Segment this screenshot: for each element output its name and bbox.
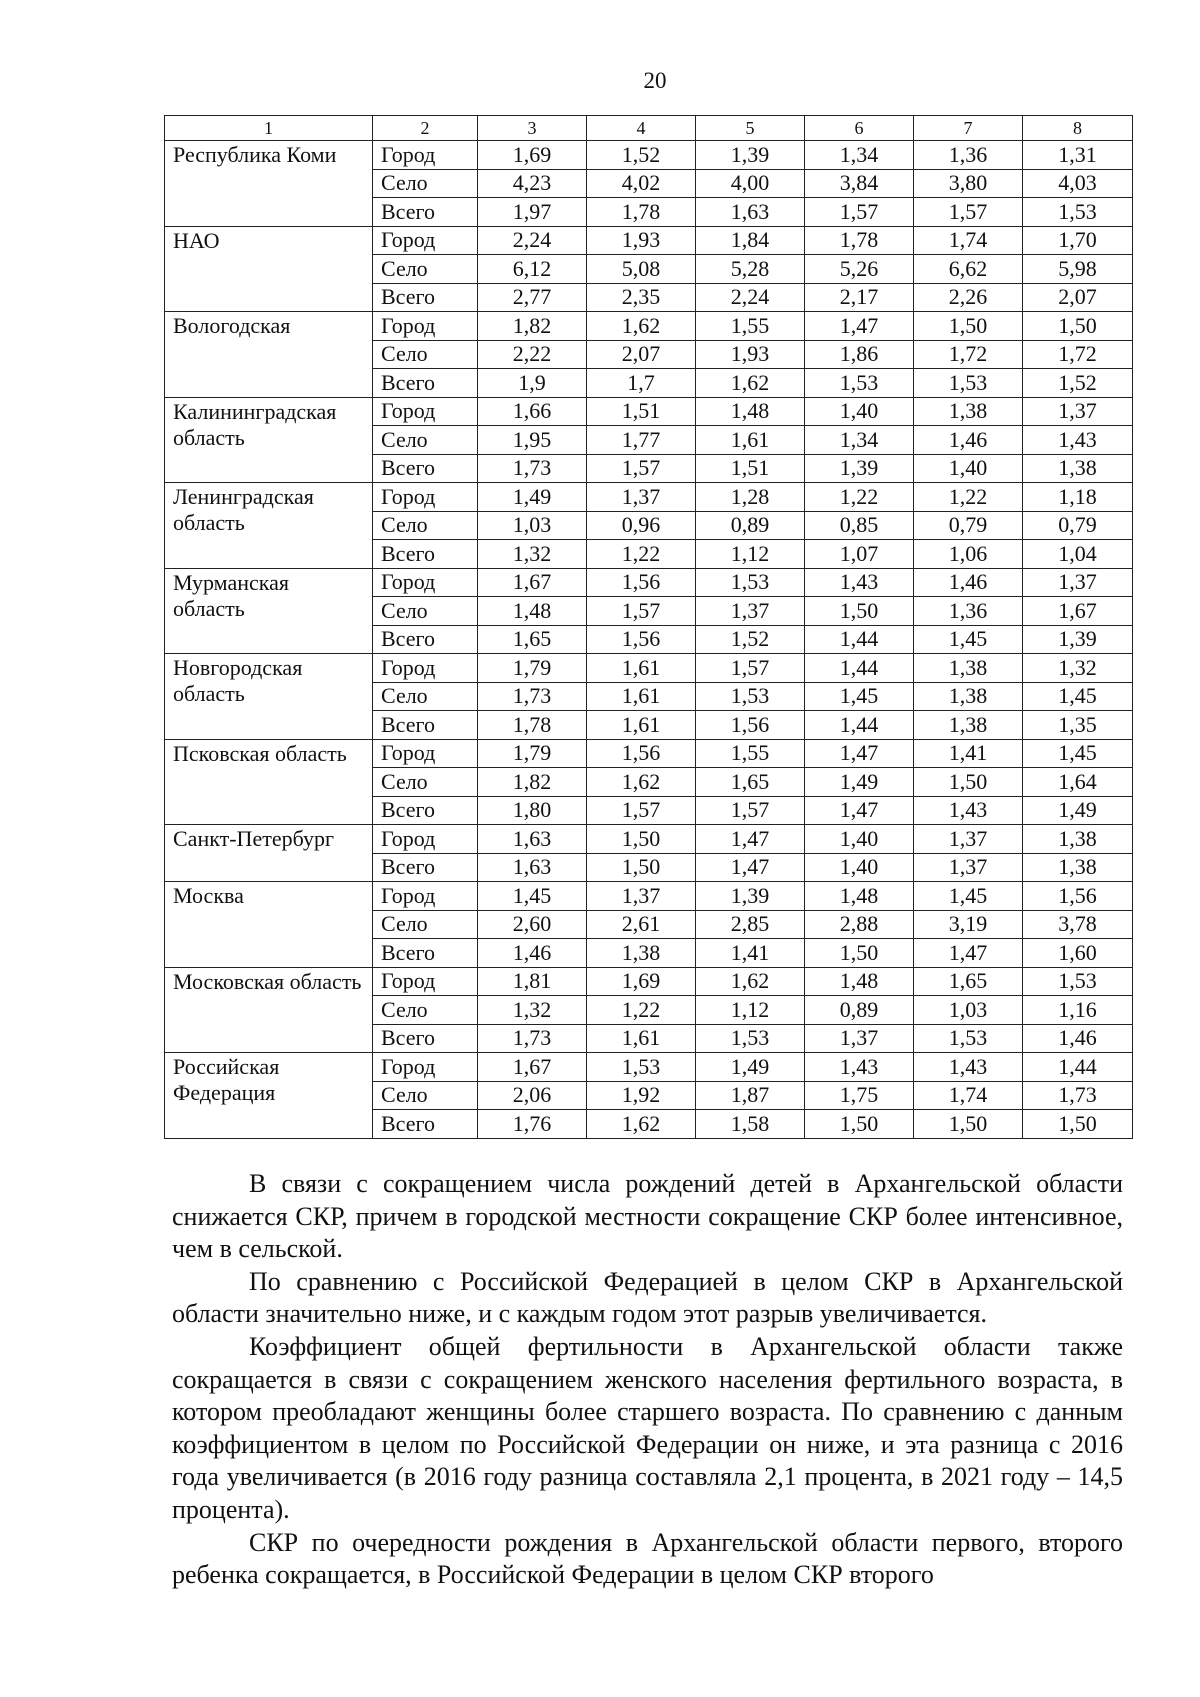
value-cell: 1,36: [914, 597, 1023, 626]
value-cell: 1,38: [914, 654, 1023, 683]
value-cell: 1,73: [478, 682, 587, 711]
value-cell: 1,53: [1023, 967, 1133, 996]
value-cell: 1,40: [914, 454, 1023, 483]
column-header: 5: [696, 116, 805, 141]
value-cell: 1,37: [1023, 397, 1133, 426]
settlement-type-cell: Город: [373, 312, 478, 341]
value-cell: 1,22: [587, 996, 696, 1025]
settlement-type-cell: Город: [373, 226, 478, 255]
value-cell: 1,46: [914, 426, 1023, 455]
region-cell: Калининградская область: [165, 397, 373, 483]
value-cell: 2,85: [696, 910, 805, 939]
value-cell: 1,47: [696, 853, 805, 882]
value-cell: 1,82: [478, 768, 587, 797]
value-cell: 1,79: [478, 654, 587, 683]
value-cell: 5,28: [696, 255, 805, 284]
value-cell: 1,47: [805, 739, 914, 768]
value-cell: 1,41: [696, 939, 805, 968]
region-cell: Москва: [165, 882, 373, 968]
value-cell: 1,79: [478, 739, 587, 768]
region-cell: Новгородская область: [165, 654, 373, 740]
column-header: 7: [914, 116, 1023, 141]
value-cell: 1,03: [914, 996, 1023, 1025]
value-cell: 1,37: [1023, 568, 1133, 597]
value-cell: 2,17: [805, 283, 914, 312]
column-header: 4: [587, 116, 696, 141]
table-row: [165, 141, 1133, 170]
value-cell: 1,78: [805, 226, 914, 255]
table-row: [165, 654, 1133, 683]
value-cell: 4,02: [587, 169, 696, 198]
settlement-type-cell: Город: [373, 739, 478, 768]
value-cell: 1,53: [914, 1024, 1023, 1053]
value-cell: 1,43: [1023, 426, 1133, 455]
value-cell: 1,52: [1023, 369, 1133, 398]
table-row: [165, 967, 1133, 996]
value-cell: 1,37: [805, 1024, 914, 1053]
value-cell: 1,50: [587, 825, 696, 854]
value-cell: 1,38: [914, 682, 1023, 711]
value-cell: 1,49: [1023, 796, 1133, 825]
settlement-type-cell: Всего: [373, 939, 478, 968]
value-cell: 1,58: [696, 1110, 805, 1139]
value-cell: 1,44: [805, 654, 914, 683]
region-cell: НАО: [165, 226, 373, 312]
value-cell: 1,45: [805, 682, 914, 711]
value-cell: 1,40: [805, 825, 914, 854]
value-cell: 1,31: [1023, 141, 1133, 170]
value-cell: 1,72: [1023, 340, 1133, 369]
value-cell: 2,88: [805, 910, 914, 939]
value-cell: 1,9: [478, 369, 587, 398]
value-cell: 1,50: [1023, 312, 1133, 341]
value-cell: 5,98: [1023, 255, 1133, 284]
value-cell: 1,50: [914, 1110, 1023, 1139]
paragraph: По сравнению с Российской Федерацией в целом СКР в Архангельской области значительно ниже, и с каждым годом этот разрыв увеличивается.: [172, 1266, 1123, 1329]
settlement-type-cell: Село: [373, 169, 478, 198]
settlement-type-cell: Город: [373, 967, 478, 996]
value-cell: 0,79: [914, 511, 1023, 540]
value-cell: 1,86: [805, 340, 914, 369]
settlement-type-cell: Всего: [373, 853, 478, 882]
value-cell: 1,84: [696, 226, 805, 255]
value-cell: 1,65: [914, 967, 1023, 996]
settlement-type-cell: Село: [373, 511, 478, 540]
value-cell: 1,39: [1023, 625, 1133, 654]
value-cell: 1,53: [1023, 198, 1133, 227]
value-cell: 1,61: [587, 682, 696, 711]
value-cell: 1,57: [587, 597, 696, 626]
value-cell: 2,06: [478, 1081, 587, 1110]
table-header-row: [165, 116, 1133, 141]
value-cell: 1,61: [587, 711, 696, 740]
value-cell: 1,56: [587, 739, 696, 768]
region-cell: Российская Федерация: [165, 1053, 373, 1139]
value-cell: 3,80: [914, 169, 1023, 198]
value-cell: 1,43: [805, 1053, 914, 1082]
value-cell: 1,73: [478, 1024, 587, 1053]
value-cell: 1,55: [696, 312, 805, 341]
value-cell: 4,03: [1023, 169, 1133, 198]
value-cell: 1,43: [914, 796, 1023, 825]
settlement-type-cell: Всего: [373, 1110, 478, 1139]
value-cell: 4,00: [696, 169, 805, 198]
region-cell: Московская область: [165, 967, 373, 1053]
value-cell: 1,44: [805, 711, 914, 740]
value-cell: 1,97: [478, 198, 587, 227]
value-cell: 1,43: [805, 568, 914, 597]
value-cell: 1,50: [805, 1110, 914, 1139]
value-cell: 1,48: [805, 967, 914, 996]
value-cell: 0,96: [587, 511, 696, 540]
value-cell: 1,53: [696, 682, 805, 711]
value-cell: 1,47: [914, 939, 1023, 968]
value-cell: 2,35: [587, 283, 696, 312]
settlement-type-cell: Всего: [373, 1024, 478, 1053]
value-cell: 1,77: [587, 426, 696, 455]
settlement-type-cell: Село: [373, 255, 478, 284]
value-cell: 1,74: [914, 226, 1023, 255]
value-cell: 1,57: [696, 654, 805, 683]
value-cell: 1,12: [696, 996, 805, 1025]
value-cell: 6,62: [914, 255, 1023, 284]
value-cell: 2,07: [587, 340, 696, 369]
region-cell: Ленинградская область: [165, 483, 373, 569]
value-cell: 1,57: [805, 198, 914, 227]
settlement-type-cell: Село: [373, 340, 478, 369]
value-cell: 1,45: [914, 882, 1023, 911]
value-cell: 1,65: [478, 625, 587, 654]
settlement-type-cell: Село: [373, 426, 478, 455]
value-cell: 1,81: [478, 967, 587, 996]
value-cell: 1,95: [478, 426, 587, 455]
value-cell: 1,46: [478, 939, 587, 968]
value-cell: 1,80: [478, 796, 587, 825]
value-cell: 2,24: [696, 283, 805, 312]
paragraph: В связи с сокращением числа рождений детей в Архангельской области снижается СКР, причем в городской местности сокращение СКР более интенсивное, чем в сельской.: [172, 1169, 1123, 1264]
table-row: [165, 1053, 1133, 1082]
value-cell: 1,61: [587, 1024, 696, 1053]
value-cell: 1,62: [587, 312, 696, 341]
table-row: [165, 882, 1133, 911]
column-header: 1: [165, 116, 373, 141]
value-cell: 1,32: [1023, 654, 1133, 683]
value-cell: 1,40: [805, 397, 914, 426]
value-cell: 3,84: [805, 169, 914, 198]
value-cell: 1,45: [1023, 739, 1133, 768]
value-cell: 1,57: [696, 796, 805, 825]
value-cell: 1,50: [805, 939, 914, 968]
column-header: 3: [478, 116, 587, 141]
value-cell: 1,38: [914, 711, 1023, 740]
value-cell: 1,69: [478, 141, 587, 170]
value-cell: 1,38: [1023, 853, 1133, 882]
settlement-type-cell: Село: [373, 768, 478, 797]
value-cell: 1,57: [914, 198, 1023, 227]
value-cell: 1,92: [587, 1081, 696, 1110]
table-row: [165, 397, 1133, 426]
fertility-table: [164, 115, 1133, 1139]
value-cell: 1,75: [805, 1081, 914, 1110]
region-cell: Псковская область: [165, 739, 373, 825]
value-cell: 1,34: [805, 426, 914, 455]
value-cell: 1,38: [914, 397, 1023, 426]
value-cell: 1,56: [1023, 882, 1133, 911]
value-cell: 1,82: [478, 312, 587, 341]
column-header: 2: [373, 116, 478, 141]
value-cell: 1,37: [587, 882, 696, 911]
value-cell: 1,57: [587, 454, 696, 483]
value-cell: 1,53: [696, 1024, 805, 1053]
value-cell: 4,23: [478, 169, 587, 198]
value-cell: 1,18: [1023, 483, 1133, 512]
value-cell: 1,37: [696, 597, 805, 626]
value-cell: 1,76: [478, 1110, 587, 1139]
value-cell: 1,04: [1023, 540, 1133, 569]
value-cell: 1,78: [587, 198, 696, 227]
value-cell: 1,16: [1023, 996, 1133, 1025]
value-cell: 1,50: [805, 597, 914, 626]
value-cell: 1,49: [696, 1053, 805, 1082]
value-cell: 1,66: [478, 397, 587, 426]
value-cell: 1,37: [914, 853, 1023, 882]
page-number: 20: [643, 68, 667, 93]
value-cell: 1,53: [914, 369, 1023, 398]
value-cell: 1,52: [696, 625, 805, 654]
value-cell: 2,61: [587, 910, 696, 939]
value-cell: 1,48: [696, 397, 805, 426]
column-header: 8: [1023, 116, 1133, 141]
value-cell: 1,37: [914, 825, 1023, 854]
value-cell: 1,64: [1023, 768, 1133, 797]
value-cell: 1,22: [914, 483, 1023, 512]
value-cell: 1,36: [914, 141, 1023, 170]
value-cell: 2,77: [478, 283, 587, 312]
value-cell: 1,51: [587, 397, 696, 426]
value-cell: 1,51: [696, 454, 805, 483]
settlement-type-cell: Город: [373, 825, 478, 854]
value-cell: 1,46: [914, 568, 1023, 597]
table-row: [165, 483, 1133, 512]
value-cell: 2,24: [478, 226, 587, 255]
value-cell: 1,03: [478, 511, 587, 540]
column-header: 6: [805, 116, 914, 141]
value-cell: 1,12: [696, 540, 805, 569]
settlement-type-cell: Всего: [373, 711, 478, 740]
value-cell: 1,32: [478, 540, 587, 569]
value-cell: 1,44: [805, 625, 914, 654]
value-cell: 1,62: [587, 1110, 696, 1139]
value-cell: 1,56: [587, 625, 696, 654]
settlement-type-cell: Село: [373, 996, 478, 1025]
value-cell: 1,46: [1023, 1024, 1133, 1053]
region-cell: Мурманская область: [165, 568, 373, 654]
value-cell: 1,48: [478, 597, 587, 626]
value-cell: 1,35: [1023, 711, 1133, 740]
value-cell: 1,45: [914, 625, 1023, 654]
value-cell: 0,89: [696, 511, 805, 540]
value-cell: 1,47: [696, 825, 805, 854]
value-cell: 1,49: [805, 768, 914, 797]
value-cell: 1,38: [1023, 825, 1133, 854]
value-cell: 5,26: [805, 255, 914, 284]
value-cell: 3,78: [1023, 910, 1133, 939]
value-cell: 1,53: [587, 1053, 696, 1082]
settlement-type-cell: Всего: [373, 454, 478, 483]
value-cell: 6,12: [478, 255, 587, 284]
settlement-type-cell: Всего: [373, 796, 478, 825]
value-cell: 2,26: [914, 283, 1023, 312]
settlement-type-cell: Село: [373, 910, 478, 939]
value-cell: 1,39: [696, 141, 805, 170]
settlement-type-cell: Село: [373, 1081, 478, 1110]
value-cell: 1,49: [478, 483, 587, 512]
region-cell: Республика Коми: [165, 141, 373, 227]
settlement-type-cell: Город: [373, 654, 478, 683]
value-cell: 1,50: [914, 312, 1023, 341]
settlement-type-cell: Город: [373, 397, 478, 426]
value-cell: 1,62: [696, 967, 805, 996]
value-cell: 1,06: [914, 540, 1023, 569]
value-cell: 1,32: [478, 996, 587, 1025]
value-cell: 2,22: [478, 340, 587, 369]
value-cell: 1,70: [1023, 226, 1133, 255]
value-cell: 1,37: [587, 483, 696, 512]
value-cell: 1,38: [587, 939, 696, 968]
region-cell: Санкт-Петербург: [165, 825, 373, 882]
value-cell: 1,39: [696, 882, 805, 911]
value-cell: 1,62: [696, 369, 805, 398]
value-cell: 1,47: [805, 796, 914, 825]
settlement-type-cell: Город: [373, 882, 478, 911]
paragraph: Коэффициент общей фертильности в Архангельской области также сокращается в связи с сокращением женского населения фертильного возраста, в котором преобладают женщины более старшего возраста. По сравнению с данным коэффициентом в целом по Российской Федерации он ниже, и эта разница с 2016 года увеличивается (в 2016 году разница составляла 2,1 процента, в 2021 году – 14,5 процента).: [172, 1331, 1123, 1524]
value-cell: 1,73: [478, 454, 587, 483]
value-cell: 1,40: [805, 853, 914, 882]
value-cell: 1,67: [1023, 597, 1133, 626]
value-cell: 1,28: [696, 483, 805, 512]
value-cell: 1,57: [587, 796, 696, 825]
value-cell: 1,34: [805, 141, 914, 170]
paragraph: СКР по очередности рождения в Архангельской области первого, второго ребенка сокращается, в Российской Федерации в целом СКР второго: [172, 1527, 1123, 1590]
value-cell: 1,63: [478, 825, 587, 854]
value-cell: 1,60: [1023, 939, 1133, 968]
value-cell: 1,62: [587, 768, 696, 797]
settlement-type-cell: Село: [373, 682, 478, 711]
value-cell: 1,61: [696, 426, 805, 455]
value-cell: 1,93: [696, 340, 805, 369]
value-cell: 1,39: [805, 454, 914, 483]
settlement-type-cell: Всего: [373, 198, 478, 227]
value-cell: 1,63: [696, 198, 805, 227]
settlement-type-cell: Всего: [373, 283, 478, 312]
settlement-type-cell: Город: [373, 483, 478, 512]
table-row: [165, 739, 1133, 768]
value-cell: 1,07: [805, 540, 914, 569]
body-text: [172, 1168, 1123, 1592]
settlement-type-cell: Город: [373, 568, 478, 597]
value-cell: 0,89: [805, 996, 914, 1025]
settlement-type-cell: Всего: [373, 625, 478, 654]
table-row: [165, 825, 1133, 854]
table-row: [165, 226, 1133, 255]
value-cell: 0,79: [1023, 511, 1133, 540]
settlement-type-cell: Село: [373, 597, 478, 626]
settlement-type-cell: Всего: [373, 540, 478, 569]
value-cell: 1,50: [587, 853, 696, 882]
value-cell: 1,43: [914, 1053, 1023, 1082]
value-cell: 1,53: [696, 568, 805, 597]
value-cell: 1,56: [696, 711, 805, 740]
value-cell: 1,67: [478, 568, 587, 597]
value-cell: 1,47: [805, 312, 914, 341]
value-cell: 1,61: [587, 654, 696, 683]
value-cell: 1,38: [1023, 454, 1133, 483]
value-cell: 2,60: [478, 910, 587, 939]
value-cell: 1,48: [805, 882, 914, 911]
table-row: [165, 568, 1133, 597]
value-cell: 1,52: [587, 141, 696, 170]
value-cell: 1,73: [1023, 1081, 1133, 1110]
value-cell: 0,85: [805, 511, 914, 540]
value-cell: 1,45: [478, 882, 587, 911]
value-cell: 1,87: [696, 1081, 805, 1110]
value-cell: 1,63: [478, 853, 587, 882]
value-cell: 3,19: [914, 910, 1023, 939]
settlement-type-cell: Город: [373, 141, 478, 170]
value-cell: 1,22: [587, 540, 696, 569]
region-cell: Вологодская: [165, 312, 373, 398]
value-cell: 1,56: [587, 568, 696, 597]
value-cell: 1,55: [696, 739, 805, 768]
settlement-type-cell: Город: [373, 1053, 478, 1082]
value-cell: 1,50: [1023, 1110, 1133, 1139]
table-row: [165, 312, 1133, 341]
value-cell: 5,08: [587, 255, 696, 284]
value-cell: 1,67: [478, 1053, 587, 1082]
value-cell: 1,44: [1023, 1053, 1133, 1082]
settlement-type-cell: Всего: [373, 369, 478, 398]
value-cell: 2,07: [1023, 283, 1133, 312]
value-cell: 1,74: [914, 1081, 1023, 1110]
value-cell: 1,45: [1023, 682, 1133, 711]
value-cell: 1,7: [587, 369, 696, 398]
value-cell: 1,22: [805, 483, 914, 512]
value-cell: 1,72: [914, 340, 1023, 369]
value-cell: 1,65: [696, 768, 805, 797]
value-cell: 1,53: [805, 369, 914, 398]
value-cell: 1,78: [478, 711, 587, 740]
value-cell: 1,69: [587, 967, 696, 996]
value-cell: 1,93: [587, 226, 696, 255]
value-cell: 1,50: [914, 768, 1023, 797]
value-cell: 1,41: [914, 739, 1023, 768]
